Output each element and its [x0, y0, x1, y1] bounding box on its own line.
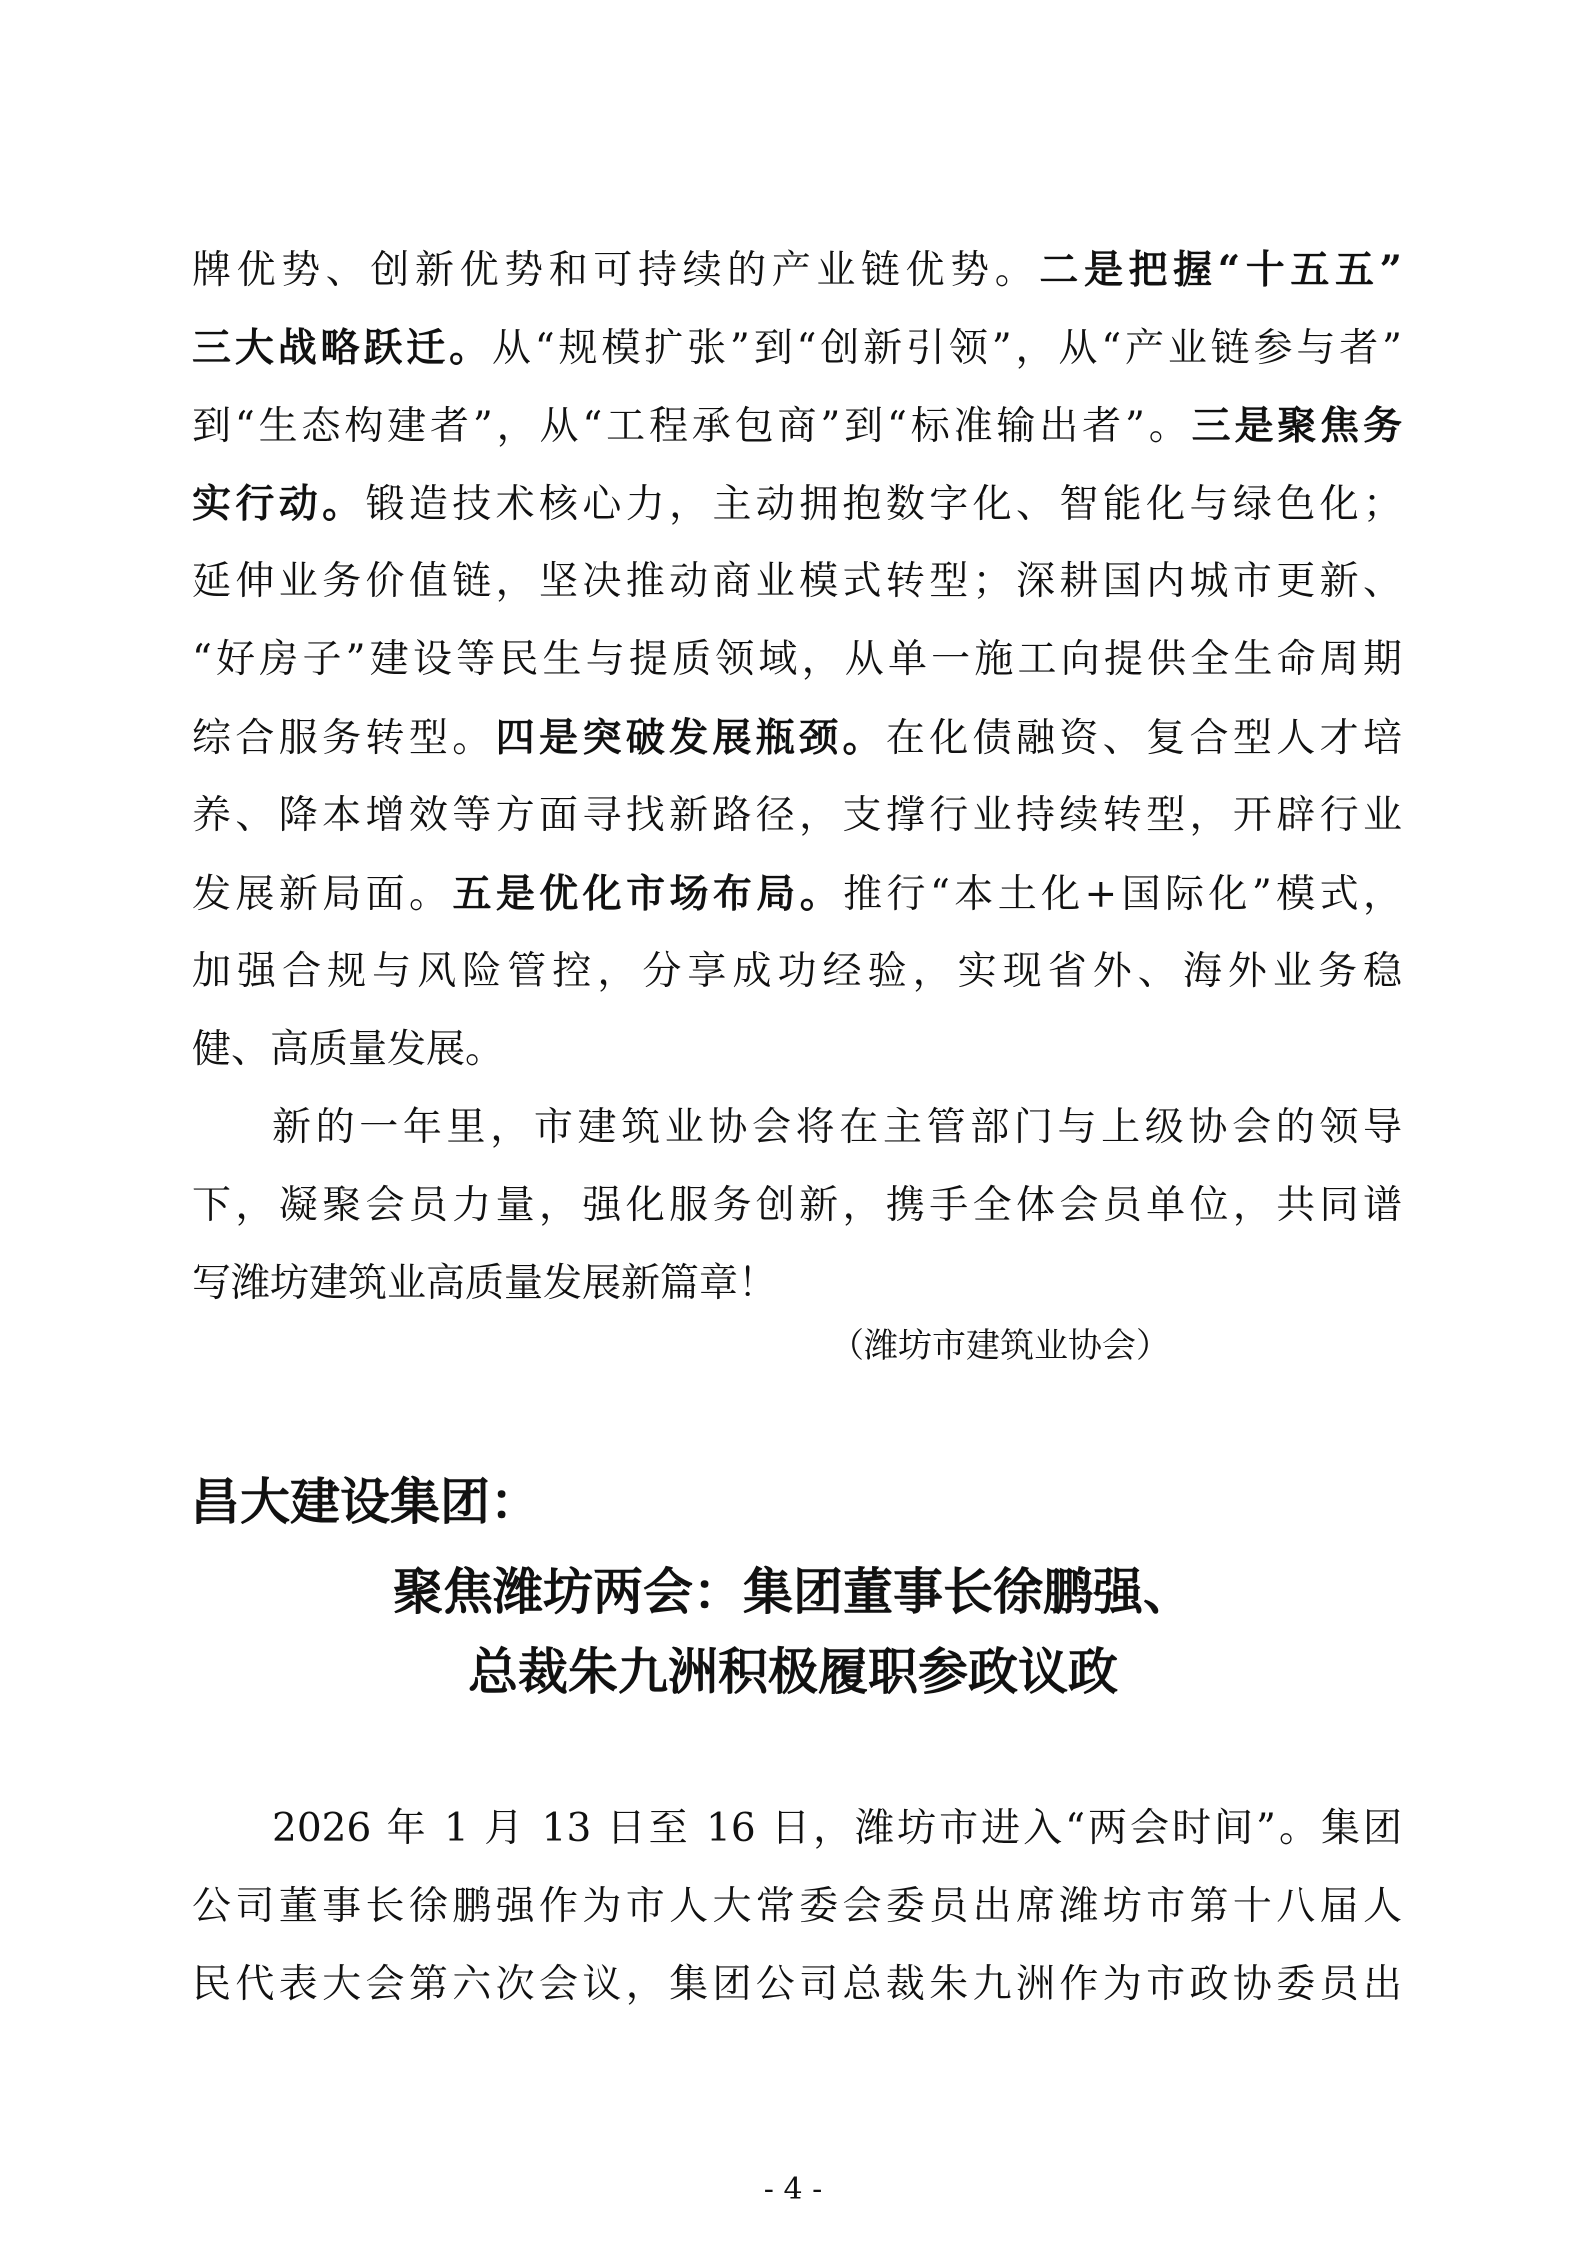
body-line: 加强合规与风险管控，分享成功经验，实现省外、海外业务稳	[192, 949, 1402, 994]
body-line: 民代表大会第六次会议，集团公司总裁朱九洲作为市政协委员出	[192, 1962, 1402, 2007]
body-line: 新的一年里，市建筑业协会将在主管部门与上级协会的领导	[272, 1105, 1402, 1150]
signature: （潍坊市建筑业协会）	[830, 1326, 1170, 1366]
body-line: 到“生态构建者”，从“工程承包商”到“标准输出者”。三是聚焦务	[192, 403, 1402, 449]
body-line: “好房子”建设等民生与提质领域，从单一施工向提供全生命周期	[192, 637, 1402, 682]
body-line: 发展新局面。五是优化市场布局。推行“本土化+国际化”模式，	[192, 871, 1402, 917]
page-number: - 4 -	[763, 2172, 823, 2207]
article-unit-heading: 昌大建设集团：	[190, 1472, 540, 1531]
body-line: 健、高质量发展。	[192, 1027, 505, 1072]
body-line: 2026 年 1 月 13 日至 16 日，潍坊市进入“两会时间”。集团	[272, 1806, 1402, 1851]
body-line: 写潍坊建筑业高质量发展新篇章！	[192, 1261, 778, 1306]
body-line: 实行动。锻造技术核心力，主动拥抱数字化、智能化与绿色化；	[192, 481, 1402, 527]
body-line: 公司董事长徐鹏强作为市人大常委会委员出席潍坊市第十八届人	[192, 1884, 1402, 1929]
article-title-line: 总裁朱九洲积极履职参政议政	[468, 1642, 1118, 1701]
body-line: 下，凝聚会员力量，强化服务创新，携手全体会员单位，共同谱	[192, 1183, 1402, 1228]
article-title-line: 聚焦潍坊两会：集团董事长徐鹏强、	[393, 1562, 1193, 1621]
body-line: 延伸业务价值链，坚决推动商业模式转型；深耕国内城市更新、	[192, 559, 1402, 604]
body-line: 三大战略跃迁。从“规模扩张”到“创新引领”，从“产业链参与者”	[192, 325, 1402, 371]
body-line: 牌优势、创新优势和可持续的产业链优势。二是把握“十五五”	[192, 247, 1402, 293]
body-line: 养、降本增效等方面寻找新路径，支撑行业持续转型，开辟行业	[192, 793, 1402, 838]
body-line: 综合服务转型。四是突破发展瓶颈。在化债融资、复合型人才培	[192, 715, 1402, 761]
